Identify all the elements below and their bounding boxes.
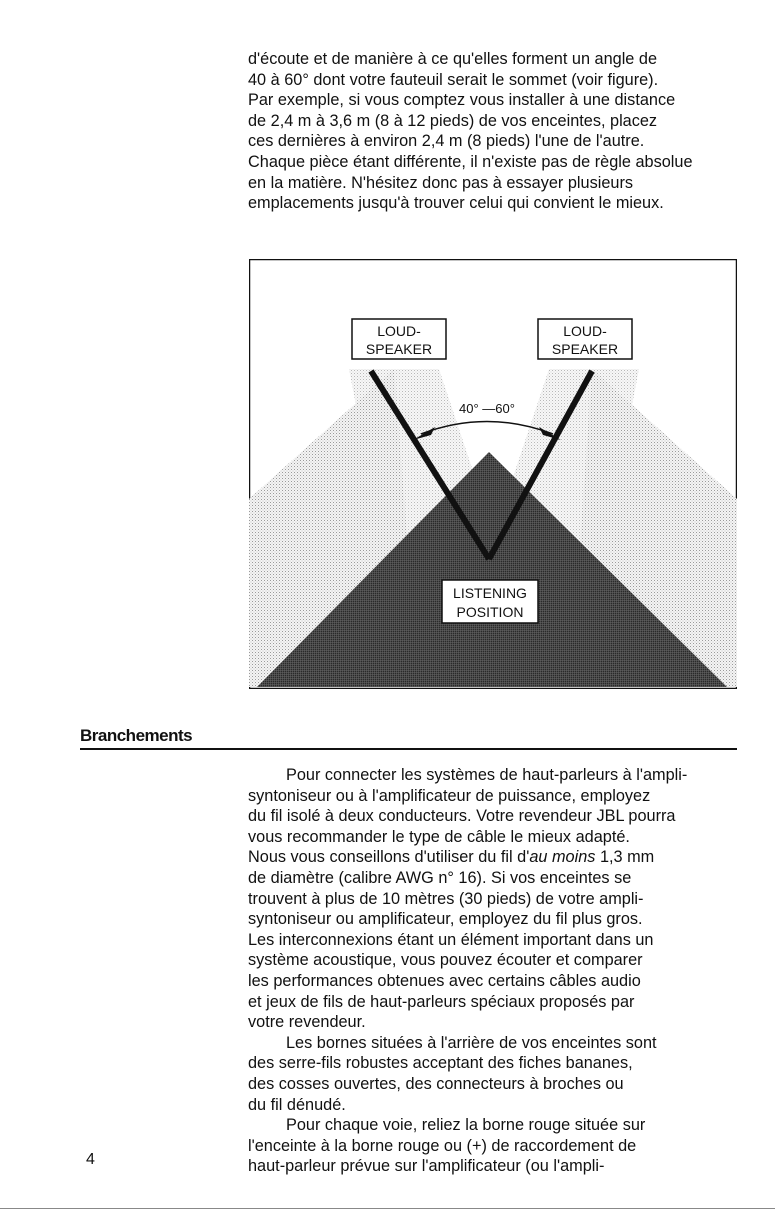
emphasis: au moins <box>529 848 596 867</box>
left-speaker-label: LOUD- <box>377 323 421 339</box>
text-segment: Nous vous conseillons d'utiliser du fil d' <box>248 848 530 867</box>
text-segment: 1,3 mm <box>595 848 655 867</box>
section-heading: Branchements <box>80 726 193 745</box>
listening-position-box <box>442 580 538 623</box>
text-line: emplacements jusqu'à trouver celui qui convient le mieux. <box>248 194 664 213</box>
left-speaker-label: SPEAKER <box>365 341 433 357</box>
text-line: en la matière. N'hésitez donc pas à essayer plusieurs <box>248 173 634 192</box>
text-line: syntoniseur ou à l'amplificateur de puissance, employez <box>248 786 651 805</box>
text-line: des serre-fils robustes acceptant des fiches bananes, <box>248 1054 633 1073</box>
text-line: Les bornes situées à l'arrière de vos enceintes sont <box>286 1033 657 1052</box>
text-line: vous recommander le type de câble le mieux adapté. <box>248 827 630 846</box>
text-line: du fil isolé à deux conducteurs. Votre revendeur JBL pourra <box>248 807 676 826</box>
text-line: Chaque pièce étant différente, il n'existe pas de règle absolue <box>248 152 693 171</box>
text-line: du fil dénudé. <box>248 1095 346 1114</box>
speaker-placement-figure <box>249 259 737 689</box>
text-line: Pour connecter les systèmes de haut-parleurs à l'ampli- <box>286 766 688 784</box>
page-bottom-edge <box>0 1208 775 1209</box>
listening-label: POSITION <box>456 604 524 620</box>
text-line: Pour chaque voie, reliez la borne rouge située sur <box>286 1116 646 1135</box>
angle-label: 40° —60° <box>459 401 515 416</box>
text-line: de 2,4 m à 3,6 m (8 à 12 pieds) de vos enceintes, placez <box>248 111 658 130</box>
right-speaker-box <box>538 319 632 359</box>
right-speaker-label: LOUD- <box>563 323 607 339</box>
page-number: 4 <box>86 1151 95 1168</box>
text-line: les performances obtenues avec certains câbles audio <box>248 971 641 990</box>
text-line: Par exemple, si vous comptez vous installer à une distance <box>248 91 676 110</box>
text-line: des cosses ouvertes, des connecteurs à broches ou <box>248 1074 624 1093</box>
text-line: Les interconnexions étant un élément important dans un <box>248 930 654 949</box>
text-line: syntoniseur ou amplificateur, employez du fil plus gros. <box>248 910 643 929</box>
text-line: ces dernières à environ 2,4 m (8 pieds) l'une de l'autre. <box>248 132 645 151</box>
section-divider <box>80 748 737 750</box>
text-line: de diamètre (calibre AWG n° 16). Si vos enceintes se <box>248 868 632 887</box>
text-line: trouvent à plus de 10 mètres (30 pieds) de votre ampli- <box>248 889 644 908</box>
text-line: votre revendeur. <box>248 1013 366 1032</box>
text-line: et jeux de fils de haut-parleurs spéciaux proposés par <box>248 992 635 1011</box>
text-line: 40 à 60° dont votre fauteuil serait le sommet (voir figure). <box>248 70 659 89</box>
text-line: haut-parleur prévue sur l'amplificateur (ou l'ampli- <box>248 1157 605 1176</box>
left-speaker-box <box>352 319 446 359</box>
right-speaker-label: SPEAKER <box>551 341 619 357</box>
text-line: l'enceinte à la borne rouge ou (+) de raccordement de <box>248 1136 637 1155</box>
listening-label: LISTENING <box>453 585 527 601</box>
text-line <box>248 847 738 868</box>
text-line: système acoustique, vous pouvez écouter et comparer <box>248 951 643 970</box>
text-line: d'écoute et de manière à ce qu'elles forment un angle de <box>248 50 657 68</box>
body-paragraph <box>248 765 738 1177</box>
intro-paragraph <box>248 49 738 214</box>
